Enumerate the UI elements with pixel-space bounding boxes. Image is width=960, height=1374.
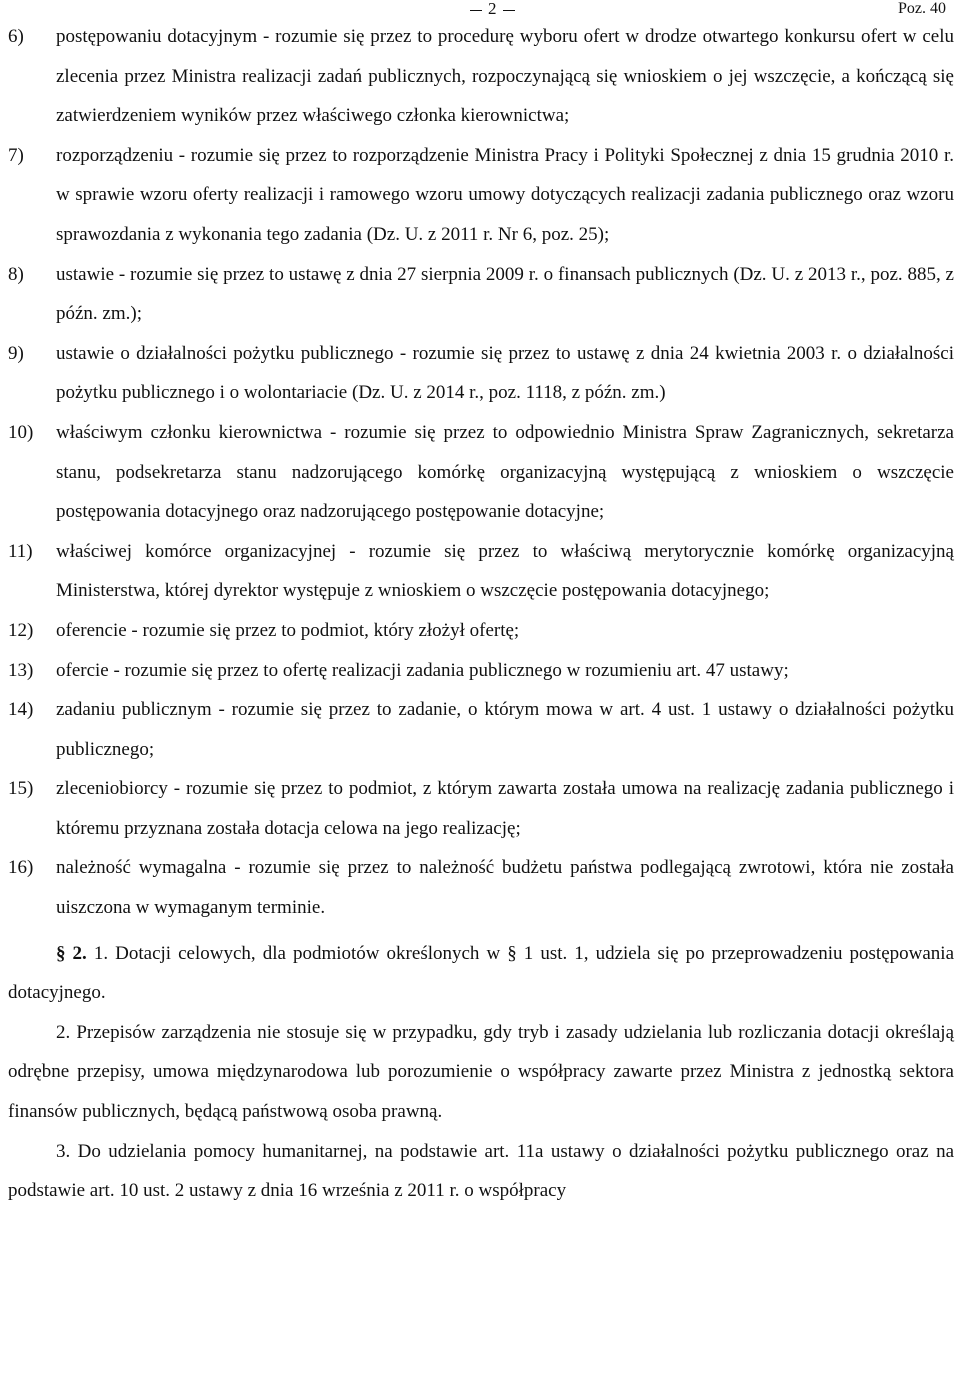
paragraph-text: Przepisów zarządzenia nie stosuje się w przypadku, gdy tryb i zasady udzielania lub rozliczania dotacji określają odrębne przepisy, umowa międzynarodowa lub porozumienie o współpracy zawarte przez Ministra z jednostką sektora finansów publicznych, będącą państwową osoba prawną. [8, 1021, 955, 1123]
paragraph-number: 3. [56, 1140, 71, 1162]
definition-item [8, 611, 954, 651]
definition-text: postępowaniu dotacyjnym - rozumie się przez to procedurę wyboru ofert w drodze otwartego konkursu ofert w celu zlecenia przez Ministra realizacji zadań publicznych, rozpoczynającą się wnioskiem o jej wszczęcie, a kończącą się zatwierdzeniem wyników przez właściwego członka kierownictwa; [56, 26, 954, 127]
definition-number: 16) [8, 857, 34, 879]
definition-item [8, 413, 954, 532]
paragraph-number: 2. [56, 1021, 71, 1043]
definition-item [8, 690, 954, 769]
paragraph-text: Do udzielania pomocy humanitarnej, na podstawie art. 11a ustawy o działalności pożytku publicznego oraz na podstawie art. 10 ust. 2 ustawy z dnia 16 września z 2011 r. o współpracy [8, 1140, 955, 1202]
paragraph-number: 1. [93, 942, 109, 964]
definition-number: 14) [8, 699, 34, 721]
definition-text: rozporządzeniu - rozumie się przez to rozporządzenie Ministra Pracy i Polityki Społecznej z dnia 15 grudnia 2010 r. w sprawie wzoru oferty realizacji i ramowego wzoru umowy dotyczących realizacji zadania publicznego oraz wzoru sprawozdania z wykonania tego zadania (Dz. U. z 2011 r. Nr 6, poz. 25); [56, 144, 954, 245]
definition-text: ustawie - rozumie się przez to ustawę z dnia 27 sierpnia 2009 r. o finansach publicznych (Dz. U. z 2013 r., poz. 885, z późn. zm.); [56, 263, 954, 325]
definition-item [8, 255, 954, 334]
definition-item [8, 17, 954, 136]
definition-number: 10) [8, 421, 34, 443]
definition-item [8, 334, 954, 413]
definition-number: 13) [8, 659, 34, 681]
document-body [8, 17, 954, 1211]
page-number: 2 [464, 0, 521, 18]
definition-item [8, 769, 954, 848]
definition-item [8, 136, 954, 255]
paragraph-text: Dotacji celowych, dla podmiotów określonych w § 1 ust. 1, udziela się po przeprowadzeniu postępowania dotacyjnego. [8, 942, 955, 1004]
page-header [0, 0, 960, 18]
definition-text: zleceniobiorcy - rozumie się przez to podmiot, z którym zawarta została umowa na realizację zadania publicznego i któremu przyznana została dotacja celowa na jego realizację; [56, 778, 954, 839]
definition-text: zadaniu publicznym - rozumie się przez to zadanie, o którym mowa w art. 4 ust. 1 ustawy o działalności pożytku publicznego; [56, 699, 954, 760]
definition-number: 15) [8, 778, 34, 800]
section-paragraph [8, 934, 954, 1013]
section-label: § 2. [56, 942, 87, 964]
definition-item [8, 848, 954, 927]
definition-number: 6) [8, 26, 24, 47]
section-paragraph [8, 1013, 954, 1132]
definition-number: 12) [8, 619, 34, 641]
section-paragraph [8, 1132, 954, 1211]
definition-number: 9) [8, 342, 24, 364]
definition-item [8, 651, 954, 691]
definition-text: właściwej komórce organizacyjnej - rozumie się przez to właściwą merytorycznie komórkę organizacyjną Ministerstwa, której dyrektor występuje z wnioskiem o wszczęcie postępowania dotacyjnego; [56, 540, 954, 602]
position-label: Poz. 40 [898, 0, 946, 17]
definition-text: właściwym członku kierownictwa - rozumie się przez to odpowiednio Ministra Spraw Zagranicznych, sekretarza stanu, podsekretarza stanu nadzorującego komórkę organizacyjną występującą z wnioskiem o wszczęcie postępowania dotacyjnego oraz nadzorującego postępowanie dotacyjne; [56, 421, 954, 523]
definition-text: ustawie o działalności pożytku publicznego - rozumie się przez to ustawę z dnia 24 kwietnia 2003 r. o działalności pożytku publicznego i o wolontariacie (Dz. U. z 2014 r., poz. 1118, z późn. zm.) [56, 342, 954, 404]
definition-item [8, 532, 954, 611]
definition-number: 11) [8, 540, 33, 562]
definition-text: oferencie - rozumie się przez to podmiot, który złożył ofertę; [56, 619, 520, 641]
definition-number: 7) [8, 144, 24, 166]
definition-text: ofercie - rozumie się przez to ofertę realizacji zadania publicznego w rozumieniu art. 47 ustawy; [56, 659, 789, 681]
definition-text: należność wymagalna - rozumie się przez to należność budżetu państwa podlegającą zwrotowi, która nie została uiszczona w wymaganym terminie. [56, 857, 954, 919]
definition-number: 8) [8, 263, 24, 285]
